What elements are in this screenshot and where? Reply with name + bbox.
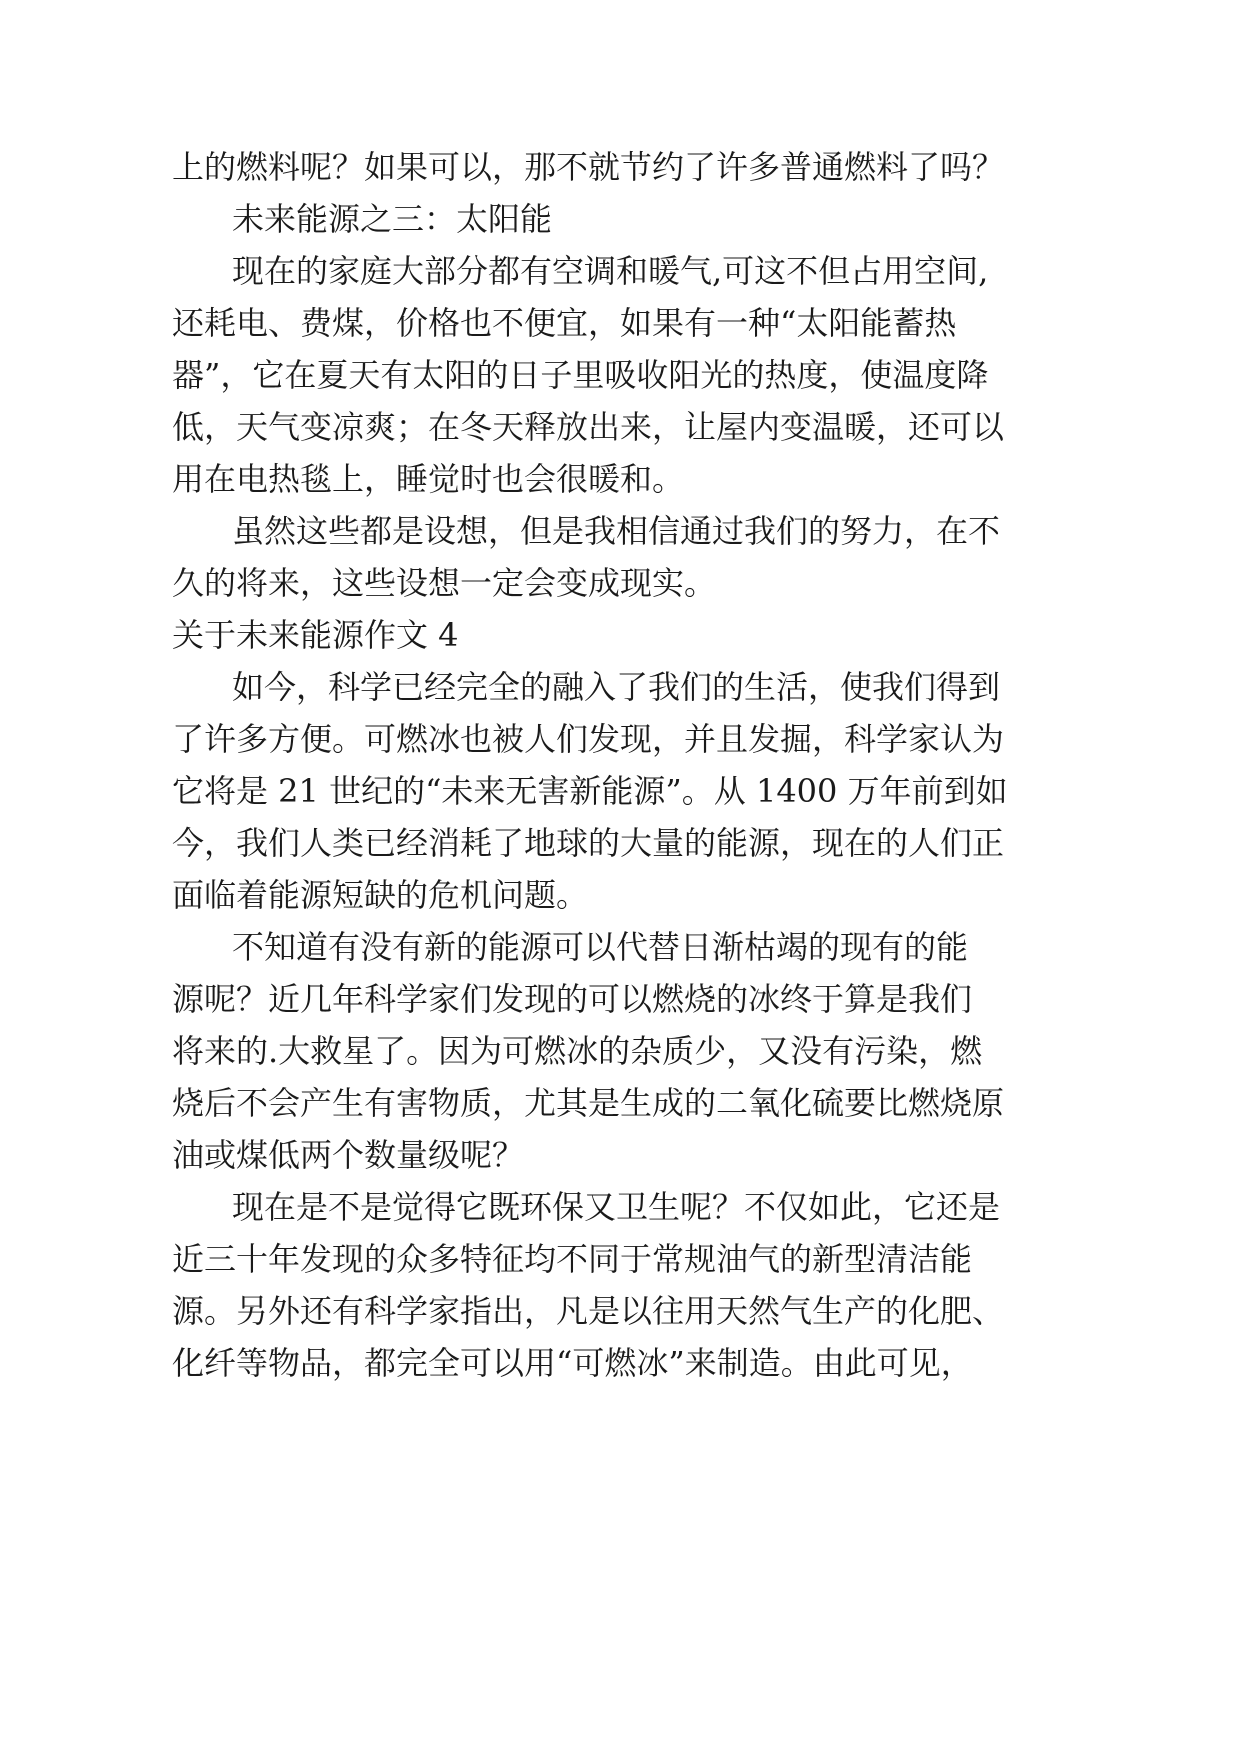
text-line: [0, 1179, 1241, 1235]
text-line: [0, 503, 1241, 559]
text-line-content: 上的燃料呢？如果可以，那不就节约了许多普通燃料了吗？: [172, 148, 1005, 186]
section-heading: [0, 191, 1241, 247]
text-line-content: 不知道有没有新的能源可以代替日渐枯竭的现有的能: [232, 928, 969, 966]
text-line-content: 油或煤低两个数量级呢？: [172, 1136, 525, 1174]
text-line: [0, 711, 1241, 767]
text-line: [0, 451, 1241, 507]
text-line: [0, 399, 1241, 455]
text-line: [0, 659, 1241, 715]
text-line: [0, 919, 1241, 975]
text-line: [0, 295, 1241, 351]
text-line-content: 将来的.大救星了。因为可燃冰的杂质少，又没有污染，燃: [172, 1032, 983, 1070]
text-line: [0, 347, 1241, 403]
text-line: [0, 971, 1241, 1027]
text-line: [0, 763, 1241, 819]
text-line-content: 现在是不是觉得它既环保又卫生呢？不仅如此，它还是: [232, 1188, 1001, 1226]
section-heading-text: 未来能源之三：太阳能: [232, 200, 553, 238]
text-line-content: 化纤等物品，都完全可以用“可燃冰”来制造。由此可见，: [172, 1344, 973, 1382]
text-line-content: 源。另外还有科学家指出，凡是以往用天然气生产的化肥、: [172, 1292, 1005, 1330]
text-line-content: 了许多方便。可燃冰也被人们发现，并且发掘，科学家认为: [172, 720, 1005, 758]
text-line-content: 低，天气变凉爽；在冬天释放出来，让屋内变温暖，还可以: [172, 408, 1005, 446]
text-line-content: 还耗电、费煤，价格也不便宜，如果有一种“太阳能蓄热: [172, 304, 957, 342]
text-line: [0, 1231, 1241, 1287]
text-line: [0, 1023, 1241, 1079]
text-line: [0, 555, 1241, 611]
text-line: [0, 1335, 1241, 1391]
text-line-content: 现在的家庭大部分都有空调和暖气,可这不但占用空间,: [232, 252, 989, 290]
text-line-content: 用在电热毯上，睡觉时也会很暖和。: [172, 460, 685, 498]
text-line: [0, 243, 1241, 299]
text-line: [0, 1075, 1241, 1131]
text-line: [0, 1127, 1241, 1183]
text-line-content: 器”，它在夏天有太阳的日子里吸收阳光的热度，使温度降: [172, 356, 989, 394]
text-line: [0, 139, 1241, 195]
text-line: [0, 815, 1241, 871]
text-line-content: 近三十年发现的众多特征均不同于常规油气的新型清洁能: [172, 1240, 973, 1278]
article-title-text: 关于未来能源作文 4: [172, 616, 459, 654]
text-line-content: 烧后不会产生有害物质，尤其是生成的二氧化硫要比燃烧原: [172, 1084, 1005, 1122]
text-line-content: 面临着能源短缺的危机问题。: [172, 876, 589, 914]
text-line-content: 源呢？近几年科学家们发现的可以燃烧的冰终于算是我们: [172, 980, 973, 1018]
text-line: [0, 1283, 1241, 1339]
article-title: [0, 607, 1241, 663]
text-line-content: 它将是 21 世纪的“未来无害新能源”。从 1400 万年前到如: [172, 772, 1008, 810]
text-line-content: 虽然这些都是设想，但是我相信通过我们的努力，在不: [232, 512, 1001, 550]
text-line-content: 久的将来，这些设想一定会变成现实。: [172, 564, 717, 602]
text-line: [0, 867, 1241, 923]
text-line-content: 如今，科学已经完全的融入了我们的生活，使我们得到: [232, 668, 1001, 706]
text-line-content: 今，我们人类已经消耗了地球的大量的能源，现在的人们正: [172, 824, 1005, 862]
